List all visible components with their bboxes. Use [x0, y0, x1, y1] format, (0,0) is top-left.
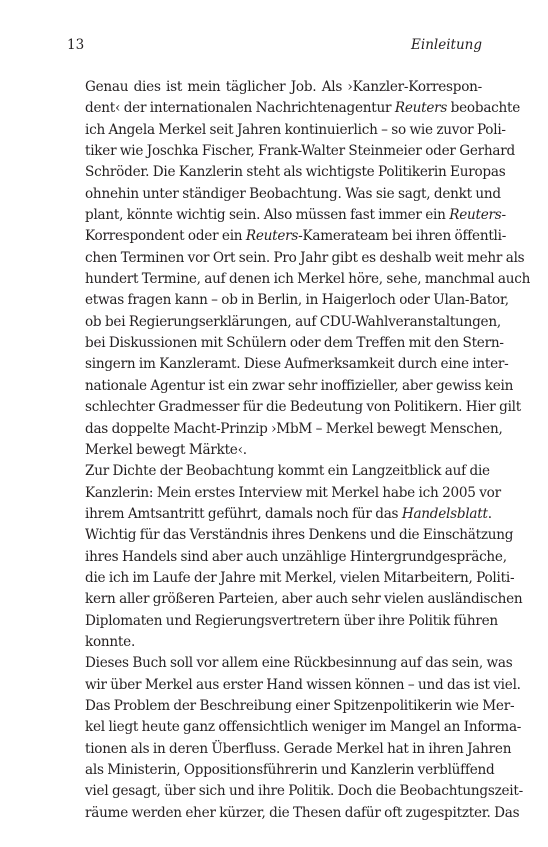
text-line: singern im Kanzleramt. Diese Aufmerksamkeit durch eine inter- [85, 356, 509, 373]
text-line: ob bei Regierungserklärungen, auf CDU-Wahlveranstaltungen, [85, 313, 501, 330]
text-line: chen Terminen vor Ort sein. Pro Jahr gibt es deshalb weit mehr als [85, 249, 525, 266]
running-head: Einleitung [411, 37, 482, 53]
text-line: viel gesagt, über sich und ihre Politik. Doch die Beobachtungszeit- [85, 783, 523, 800]
text-line: bei Diskussionen mit Schülern oder dem Treffen mit den Stern- [85, 335, 504, 352]
text-line: Dieses Buch soll vor allem eine Rückbesinnung auf das sein, was [85, 655, 513, 672]
paragraph-3 [67, 653, 523, 824]
text-line: etwas fragen kann – ob in Berlin, in Haigerloch oder Ulan-Bator, [85, 292, 509, 309]
text-line: kern aller größeren Parteien, aber auch sehr vielen ausländischen [85, 591, 523, 608]
text-line: ohnehin unter ständiger Beobachtung. Was sie sagt, denkt und [85, 185, 501, 202]
text-line: die ich im Laufe der Jahre mit Merkel, vielen Mitarbeitern, Politi- [85, 569, 515, 586]
text-line: ich Angela Merkel seit Jahren kontinuierlich – so wie zuvor Poli- [85, 121, 506, 138]
text-line: hundert Termine, auf denen ich Merkel höre, sehe, manchmal auch [85, 271, 531, 288]
text-line: konnte. [85, 633, 136, 650]
text-line: das doppelte Macht-Prinzip ›MbM – Merkel bewegt Menschen, [85, 420, 503, 437]
page-number: 13 [67, 37, 85, 53]
paragraph-1 [67, 77, 531, 461]
text-line: Merkel bewegt Märkte‹. [85, 441, 247, 458]
text-line: wir über Merkel aus erster Hand wissen können – und das ist viel. [85, 676, 521, 693]
text-line: Diplomaten und Regierungsvertretern über ihre Politik führen [85, 612, 498, 629]
text-line: Korrespondent oder ein Reuters-Kamerateam bei ihren öffentli- [85, 228, 507, 245]
text-line: ihres Handels sind aber auch unzählige Hintergrundgespräche, [85, 548, 507, 565]
text-line: als Ministerin, Oppositionsführerin und Kanzlerin verblüffend [85, 762, 495, 778]
text-line: Genau dies ist mein täglicher Job. Als ›Kanzler-Korrespon- [85, 79, 482, 95]
text-line: tiker wie Joschka Fischer, Frank-Walter Steinmeier oder Gerhard [85, 143, 515, 160]
text-line: Schröder. Die Kanzlerin steht als wichtigste Politikerin Europas [85, 164, 506, 181]
text-line: räume werden eher kürzer, die Thesen dafür oft zugespitzter. Das [85, 804, 520, 821]
page-header [67, 37, 482, 57]
text-line: schlechter Gradmesser für die Bedeutung von Politikern. Hier gilt [85, 399, 521, 416]
paragraph-2 [67, 461, 523, 653]
text-line: Wichtig für das Verständnis ihres Denkens und die Einschätzung [85, 527, 514, 544]
text-line: nationale Agentur ist ein zwar sehr inoffizieller, aber gewiss kein [85, 377, 514, 394]
text-line: tionen als in deren Überfluss. Gerade Merkel hat in ihren Jahren [85, 740, 512, 757]
text-line: Das Problem der Beschreibung einer Spitzenpolitikerin wie Mer- [85, 697, 515, 714]
text-line: kel liegt heute ganz offensichtlich weniger im Mangel an Informa- [85, 719, 522, 736]
body-text [67, 77, 531, 824]
text-line: Kanzlerin: Mein erstes Interview mit Merkel habe ich 2005 vor [85, 484, 501, 501]
text-line: dent‹ der internationalen Nachrichtenagentur Reuters beobachte [85, 100, 521, 117]
text-line: ihrem Amtsantritt geführt, damals noch für das Handelsblatt. [85, 505, 492, 522]
text-line: plant, könnte wichtig sein. Also müssen fast immer ein Reuters- [85, 207, 506, 224]
text-line: Zur Dichte der Beobachtung kommt ein Langzeitblick auf die [85, 463, 490, 480]
